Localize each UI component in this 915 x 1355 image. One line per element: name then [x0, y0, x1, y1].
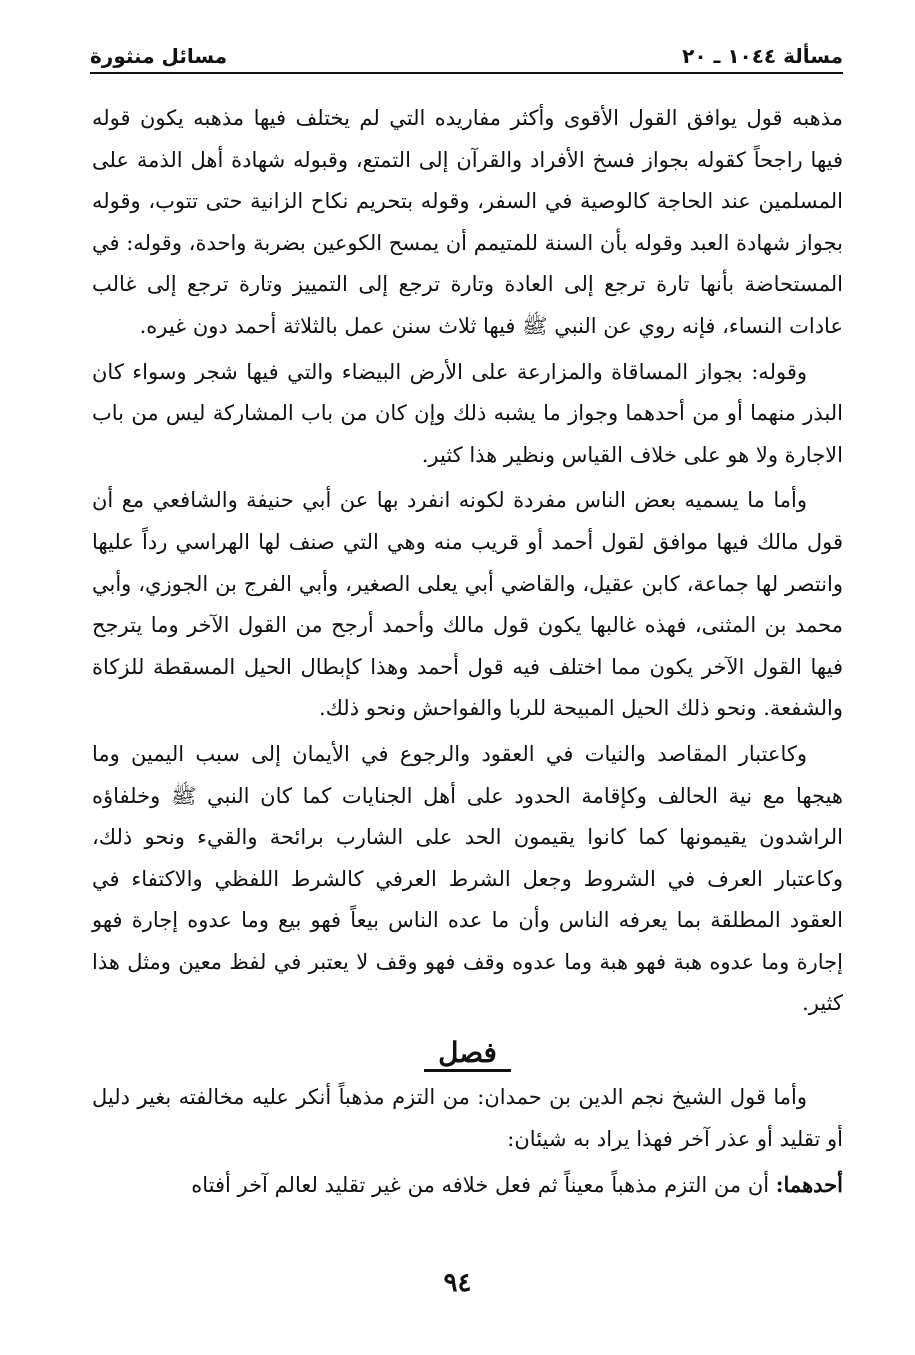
- paragraph-lead: أحدهما:: [775, 1172, 843, 1198]
- header-chapter-title: مسائل منثورة: [90, 44, 228, 68]
- section-heading: فصل: [92, 1031, 843, 1075]
- page-number: ٩٤: [443, 1268, 472, 1298]
- paragraph: وكاعتبار المقاصد والنيات في العقود والرجوع في الأيمان إلى سبب اليمين وما هيجها مع نية الحالف وكإقامة الحدود على أهل الجنايات كما كان النبي ﷺ وخلفاؤه الراشدون يقيمونها كما كانوا يقيمون الحد على الشارب برائحة والقيء ونحو ذلك، وكاعتبار العرف في الشروط وجعل الشرط العرفي كالشرط اللفظي والاكتفاء في العقود المطلقة بما يعرفه الناس وأن ما عده الناس بيعاً فهو بيع وما عدوه إجارة فهو إجارة وما عدوه هبة فهو هبة وما عدوه وقف فهو وقف لا يعتبر في لفظ معين ومثل هذا كثير.: [92, 741, 843, 1016]
- paragraph: وأما قول الشيخ نجم الدين بن حمدان: من التزم مذهباً أنكر عليه مخالفته بغير دليل أو تقليد أو عذر آخر فهذا يراد به شيئان:: [92, 1085, 843, 1151]
- main-text: [92, 98, 843, 1211]
- paragraph: وقوله: بجواز المساقاة والمزارعة على الأرض البيضاء والتي فيها شجر وسواء كان البذر منهما أو من أحدهما وجواز ما يشبه ذلك وإن كان من باب المشاركة ليس من باب الاجارة ولا هو على خلاف القياس ونظير هذا كثير.: [92, 359, 843, 467]
- running-header: [90, 38, 843, 74]
- paragraph: وأما ما يسميه بعض الناس مفردة لكونه انفرد بها عن أبي حنيفة والشافعي مع أن قول مالك فيها موافق لقول أحمد أو قريب منه وهي التي صنف لها الهراسي رداً عليها وانتصر لها جماعة، كابن عقيل، والقاضي أبي يعلى الصغير، وأبي الفرج بن الجوزي، وأبي محمد بن المثنى، فهذه غالبها يكون قول مالك وأحمد أرجح من القول الآخر وما يترجح فيها القول الآخر يكون مما اختلف فيه قول أحمد وهذا كإبطال الحيل المسقطة للزكاة والشفعة. ونحو ذلك الحيل المبيحة للربا والفواحش ونحو ذلك.: [92, 488, 843, 721]
- header-issue-number: مسألة ١٠٤٤ ـ ٢٠: [682, 44, 843, 68]
- paragraph: مذهبه قول يوافق القول الأقوى وأكثر مفاريده التي لم يختلف فيها مذهبه يكون قوله فيها راجحاً كقوله بجواز فسخ الأفراد والقرآن إلى التمتع، وقبوله شهادة أهل الذمة على المسلمين عند الحاجة كالوصية في السفر، وقوله بتحريم نكاح الزانية حتى تتوب، وقوله بجواز شهادة العبد وقوله بأن السنة للمتيمم أن يمسح الكوعين بضربة واحدة، وقوله: في المستحاضة بأنها تارة ترجع إلى العادة وتارة ترجع إلى التمييز وتارة ترجع إلى غالب عادات النساء، فإنه روي عن النبي ﷺ فيها ثلاث سنن عمل بالثلاثة أحمد دون غيره.: [92, 106, 843, 338]
- paragraph-text: أن من التزم مذهباً معيناً ثم فعل خلافه من غير تقليد لعالم آخر أفتاه: [191, 1173, 776, 1198]
- paragraph-partial: [92, 1164, 843, 1207]
